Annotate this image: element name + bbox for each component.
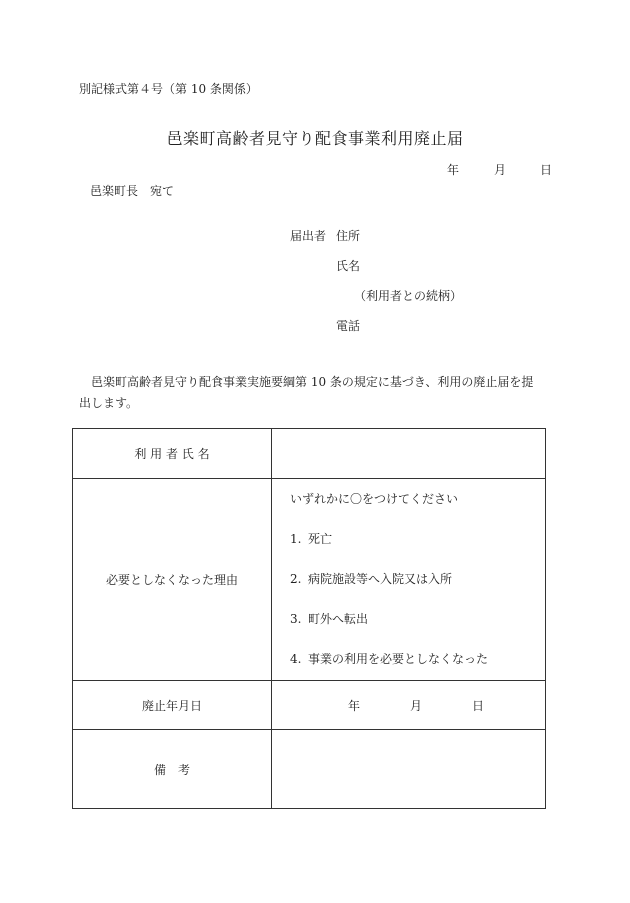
body-paragraph xyxy=(79,372,539,414)
addressee: 邑楽町長 宛て xyxy=(90,184,175,198)
reason-options xyxy=(272,479,546,681)
table-row xyxy=(73,681,546,730)
user-name-label-text: 利 用 者 氏 名 xyxy=(134,447,210,461)
reason-text: 町外へ転出 xyxy=(308,612,369,626)
end-date-year-label: 年 xyxy=(348,699,361,713)
applicant-relation-label: （利用者との続柄） xyxy=(354,289,463,303)
reason-option-4[interactable] xyxy=(290,639,545,679)
reason-number: 1. xyxy=(290,532,302,546)
reason-text: 病院施設等へ入院又は入所 xyxy=(308,572,453,586)
form-number-label: 別記様式第４号（第 10 条関係） xyxy=(79,82,258,96)
end-date-month-label: 月 xyxy=(410,699,423,713)
end-date-field[interactable] xyxy=(272,681,546,730)
table-row xyxy=(73,429,546,479)
reason-number: 2. xyxy=(290,572,302,586)
applicant-label: 届出者 xyxy=(290,229,327,243)
user-name-label xyxy=(73,429,272,479)
reason-instruction: いずれかに〇をつけてください xyxy=(290,492,459,506)
reason-label xyxy=(73,479,272,681)
end-date-label xyxy=(73,681,272,730)
reason-number: 3. xyxy=(290,612,302,626)
applicant-address-label: 住所 xyxy=(336,229,361,243)
table-row xyxy=(73,479,546,681)
applicant-name-label: 氏名 xyxy=(336,259,361,273)
remarks-label-text: 備 考 xyxy=(153,762,190,777)
date-day-label: 日 xyxy=(540,163,553,177)
form-table xyxy=(72,428,546,809)
document-title: 邑楽町高齢者見守り配食事業利用廃止届 xyxy=(166,129,464,148)
reason-option-3[interactable] xyxy=(290,599,545,639)
body-text: 邑楽町高齢者見守り配食事業実施要綱第 10 条の規定に基づき、利用の廃止届を提出します。 xyxy=(79,375,534,410)
reason-option-1[interactable] xyxy=(290,519,545,559)
user-name-field[interactable] xyxy=(272,429,546,479)
date-year-label: 年 xyxy=(447,163,460,177)
remarks-field[interactable] xyxy=(272,730,546,809)
table-row xyxy=(73,730,546,809)
end-date-label-text: 廃止年月日 xyxy=(141,698,202,713)
date-month-label: 月 xyxy=(494,163,507,177)
end-date-day-label: 日 xyxy=(472,699,485,713)
applicant-phone-label: 電話 xyxy=(336,319,361,333)
reason-text: 事業の利用を必要としなくなった xyxy=(308,652,489,666)
remarks-label xyxy=(73,730,272,809)
reason-number: 4. xyxy=(290,652,302,666)
reason-option-2[interactable] xyxy=(290,559,545,599)
reason-label-text: 必要としなくなった理由 xyxy=(105,573,238,587)
reason-text: 死亡 xyxy=(308,532,333,546)
